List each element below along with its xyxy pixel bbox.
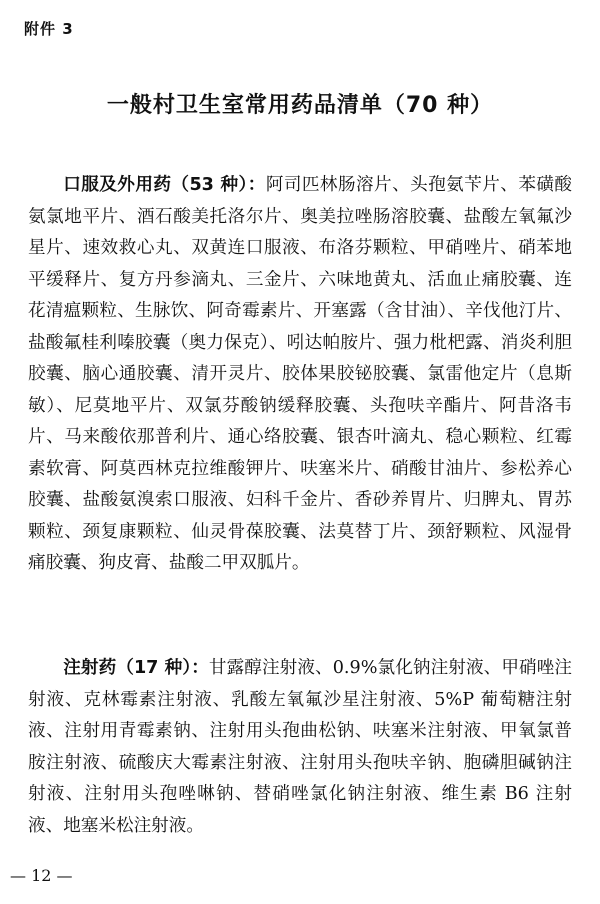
section-oral-external (28, 170, 572, 580)
section-items: 甘露醇注射液、0.9%氯化钠注射液、甲硝唑注射液、克林霉素注射液、乳酸左氧氟沙星注射液、5%P 葡萄糖注射液、注射用青霉素钠、注射用头孢曲松钠、呋塞米注射液、甲氧氯普胺注射液、硫酸庆大霉素注射液、注射用头孢呋辛钠、胞磷胆碱钠注射液、注射用头孢唑啉钠、替硝唑氯化钠注射液、维生素 B6 注射液、地塞米松注射液。 (28, 658, 573, 836)
section-label: 注射药（17 种）： (63, 658, 209, 678)
section-label: 口服及外用药（53 种）： (63, 175, 266, 195)
document-title: 一般村卫生室常用药品清单（70 种） (106, 93, 494, 118)
attachment-label: 附件 3 (24, 20, 74, 38)
page-number: — 12 — (10, 866, 73, 885)
section-injection (28, 653, 572, 842)
section-items: 阿司匹林肠溶片、头孢氨苄片、苯磺酸氨氯地平片、酒石酸美托洛尔片、奥美拉唑肠溶胶囊、盐酸左氧氟沙星片、速效救心丸、双黄连口服液、布洛芬颗粒、甲硝唑片、硝苯地平缓释片、复方丹参滴丸、三金片、六味地黄丸、活血止痛胶囊、连花清瘟颗粒、生脉饮、阿奇霉素片、开塞露（含甘油）、辛伐他汀片、盐酸氟桂利嗪胶囊（奥力保克）、吲达帕胺片、强力枇杷露、消炎利胆胶囊、脑心通胶囊、清开灵片、胶体果胶铋胶囊、氯雷他定片（息斯敏）、尼莫地平片、双氯芬酸钠缓释胶囊、头孢呋辛酯片、阿昔洛韦片、马来酸依那普利片、通心络胶囊、银杏叶滴丸、稳心颗粒、红霉素软膏、阿莫西林克拉维酸钾片、呋塞米片、硝酸甘油片、参松养心胶囊、盐酸氨溴索口服液、妇科千金片、香砂养胃片、归脾丸、胃苏颗粒、颈复康颗粒、仙灵骨葆胶囊、法莫替丁片、颈舒颗粒、风湿骨痛胶囊、狗皮膏、盐酸二甲双胍片。 (28, 175, 572, 573)
